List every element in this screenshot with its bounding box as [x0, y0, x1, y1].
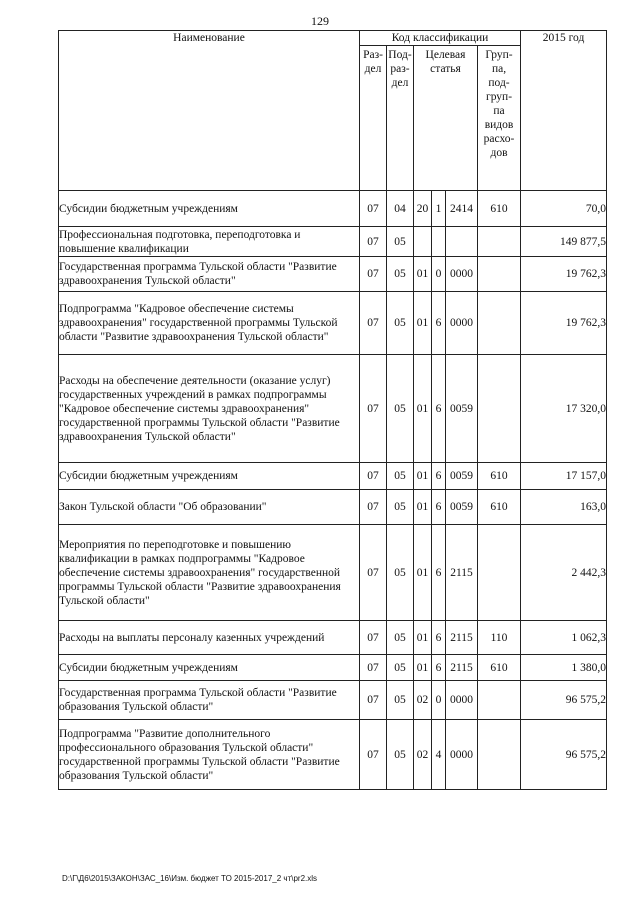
- file-path-footer: D:\Г\Д6\2015\ЗАКОН\ЗАС_16\Изм. бюджет ТО 2015-2017_2 чт\pr2.xls: [62, 874, 318, 883]
- row-razdel: 07: [360, 227, 387, 257]
- row-name: Профессиональная подготовка, переподготовка и повышение квалификации: [59, 227, 360, 257]
- row-name: Закон Тульской области "Об образовании": [59, 490, 360, 525]
- page-number: 129: [311, 14, 329, 28]
- row-target-program: 01: [414, 655, 432, 681]
- row-target-direction: 0000: [446, 292, 478, 355]
- row-target-subprogram: 6: [432, 621, 446, 655]
- row-target-direction: [446, 227, 478, 257]
- row-amount: 2 442,3: [521, 525, 607, 621]
- table-row: [59, 463, 607, 490]
- table-row: [59, 257, 607, 292]
- row-razdel: 07: [360, 490, 387, 525]
- row-target-direction: 0059: [446, 463, 478, 490]
- row-expense-type: [478, 292, 521, 355]
- row-target-subprogram: 6: [432, 355, 446, 463]
- row-podrazdel: 05: [387, 463, 414, 490]
- header-section: Раз- дел: [360, 46, 387, 191]
- row-target-subprogram: 1: [432, 191, 446, 227]
- row-name: Расходы на выплаты персоналу казенных учреждений: [59, 621, 360, 655]
- row-name: Субсидии бюджетным учреждениям: [59, 463, 360, 490]
- header-row: [59, 31, 607, 46]
- row-target-program: 02: [414, 720, 432, 790]
- row-name: Расходы на обеспечение деятельности (оказание услуг) государственных учреждений в рамках подпрограммы "Кадровое обеспечение системы здравоохранения" государственной программы Тульской области "Развитие здравоохранения Тульской области": [59, 355, 360, 463]
- row-podrazdel: 05: [387, 655, 414, 681]
- table-row: [59, 621, 607, 655]
- row-razdel: 07: [360, 681, 387, 720]
- row-target-program: 02: [414, 681, 432, 720]
- row-target-program: 01: [414, 490, 432, 525]
- row-expense-type: 610: [478, 490, 521, 525]
- row-razdel: 07: [360, 191, 387, 227]
- row-expense-type: 110: [478, 621, 521, 655]
- row-target-program: 01: [414, 257, 432, 292]
- row-expense-type: 610: [478, 191, 521, 227]
- row-podrazdel: 05: [387, 720, 414, 790]
- row-razdel: 07: [360, 720, 387, 790]
- row-podrazdel: 05: [387, 681, 414, 720]
- row-podrazdel: 05: [387, 257, 414, 292]
- row-razdel: 07: [360, 621, 387, 655]
- row-expense-type: 610: [478, 463, 521, 490]
- row-expense-type: 610: [478, 655, 521, 681]
- header-subsection: Под- раз- дел: [387, 46, 414, 191]
- row-target-direction: 0000: [446, 720, 478, 790]
- row-target-direction: 2115: [446, 655, 478, 681]
- row-target-direction: 0059: [446, 490, 478, 525]
- table-row: [59, 191, 607, 227]
- table-row: [59, 292, 607, 355]
- row-expense-type: [478, 355, 521, 463]
- row-amount: 19 762,3: [521, 257, 607, 292]
- row-podrazdel: 04: [387, 191, 414, 227]
- table-row: [59, 681, 607, 720]
- row-name: Подпрограмма "Кадровое обеспечение системы здравоохранения" государственной программы Тульской области "Развитие здравоохранения Тульской области": [59, 292, 360, 355]
- row-expense-type: [478, 525, 521, 621]
- row-name: Государственная программа Тульской области "Развитие образования Тульской области": [59, 681, 360, 720]
- row-target-subprogram: 6: [432, 655, 446, 681]
- table-row: [59, 655, 607, 681]
- budget-table: [58, 30, 607, 790]
- row-podrazdel: 05: [387, 227, 414, 257]
- table-row: [59, 227, 607, 257]
- row-target-program: 01: [414, 355, 432, 463]
- row-razdel: 07: [360, 257, 387, 292]
- row-amount: 17 157,0: [521, 463, 607, 490]
- row-expense-type: [478, 257, 521, 292]
- row-razdel: 07: [360, 355, 387, 463]
- table-row: [59, 490, 607, 525]
- row-target-direction: 0059: [446, 355, 478, 463]
- header-classification: Код классификации: [360, 31, 521, 46]
- row-name: Государственная программа Тульской области "Развитие здравоохранения Тульской области": [59, 257, 360, 292]
- row-target-program: 01: [414, 621, 432, 655]
- row-target-subprogram: 6: [432, 490, 446, 525]
- header-name: Наименование: [59, 31, 360, 191]
- row-target-subprogram: 0: [432, 681, 446, 720]
- row-target-subprogram: 4: [432, 720, 446, 790]
- row-target-subprogram: [432, 227, 446, 257]
- row-expense-type: [478, 720, 521, 790]
- row-podrazdel: 05: [387, 355, 414, 463]
- row-name: Субсидии бюджетным учреждениям: [59, 655, 360, 681]
- table-row: [59, 720, 607, 790]
- table-row: [59, 525, 607, 621]
- row-podrazdel: 05: [387, 525, 414, 621]
- header-target-article: Целевая статья: [414, 46, 478, 191]
- row-target-subprogram: 6: [432, 463, 446, 490]
- row-target-direction: 0000: [446, 257, 478, 292]
- row-target-direction: 2414: [446, 191, 478, 227]
- row-amount: 149 877,5: [521, 227, 607, 257]
- row-target-program: 20: [414, 191, 432, 227]
- row-podrazdel: 05: [387, 490, 414, 525]
- row-target-subprogram: 6: [432, 292, 446, 355]
- row-target-program: 01: [414, 525, 432, 621]
- row-amount: 19 762,3: [521, 292, 607, 355]
- row-amount: 96 575,2: [521, 681, 607, 720]
- row-target-program: [414, 227, 432, 257]
- row-target-direction: 2115: [446, 525, 478, 621]
- header-year: 2015 год: [521, 31, 607, 191]
- row-target-subprogram: 6: [432, 525, 446, 621]
- row-name: Подпрограмма "Развитие дополнительного профессионального образования Тульской области" государственной программы Тульской области "Развитие образования Тульской области": [59, 720, 360, 790]
- row-razdel: 07: [360, 655, 387, 681]
- header-expense-group: Груп- па, под- груп- па видов расхо- дов: [478, 46, 521, 191]
- row-podrazdel: 05: [387, 292, 414, 355]
- row-expense-type: [478, 681, 521, 720]
- row-name: Субсидии бюджетным учреждениям: [59, 191, 360, 227]
- row-amount: 1 380,0: [521, 655, 607, 681]
- row-amount: 163,0: [521, 490, 607, 525]
- row-target-direction: 0000: [446, 681, 478, 720]
- row-target-direction: 2115: [446, 621, 478, 655]
- row-razdel: 07: [360, 525, 387, 621]
- row-target-subprogram: 0: [432, 257, 446, 292]
- row-target-program: 01: [414, 292, 432, 355]
- row-expense-type: [478, 227, 521, 257]
- row-target-program: 01: [414, 463, 432, 490]
- row-amount: 96 575,2: [521, 720, 607, 790]
- row-amount: 70,0: [521, 191, 607, 227]
- row-razdel: 07: [360, 292, 387, 355]
- row-amount: 17 320,0: [521, 355, 607, 463]
- row-razdel: 07: [360, 463, 387, 490]
- row-podrazdel: 05: [387, 621, 414, 655]
- row-name: Мероприятия по переподготовке и повышению квалификации в рамках подпрограммы "Кадровое обеспечение системы здравоохранения" государственной программы Тульской области "Развитие здравоохранения Тульской области": [59, 525, 360, 621]
- table-row: [59, 355, 607, 463]
- row-amount: 1 062,3: [521, 621, 607, 655]
